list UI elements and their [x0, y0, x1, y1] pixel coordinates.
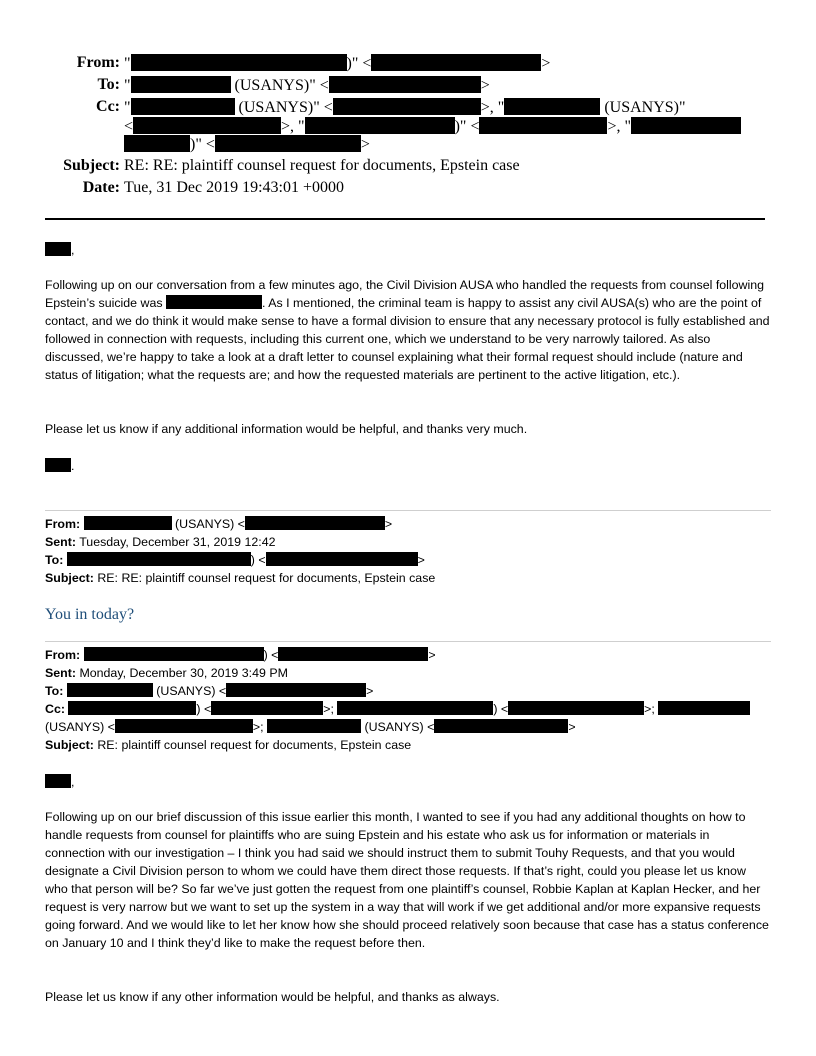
message2-body: You in today?: [45, 606, 135, 623]
to-value: " (USANYS)" < >: [124, 77, 490, 94]
message3-paragraph2: Please let us know if any other information would be helpful, and thanks as always.: [45, 990, 500, 1004]
redaction: [211, 701, 323, 715]
message2-divider: [45, 510, 771, 511]
date-label: Date:: [82, 179, 120, 196]
redaction: [508, 701, 644, 715]
signature: .: [45, 457, 74, 475]
redaction: [68, 701, 196, 715]
from-label: From:: [76, 54, 120, 71]
redaction: [504, 98, 600, 115]
redaction: [131, 54, 347, 71]
cc-value-line1: " (USANYS)" < >, " (USANYS)": [124, 99, 686, 116]
greeting: ,: [45, 241, 74, 259]
redaction: [278, 647, 428, 661]
subject-label: Subject:: [63, 157, 120, 174]
redaction: [658, 701, 750, 715]
redaction: [266, 552, 418, 566]
cc-label: Cc:: [96, 98, 120, 115]
redaction: [245, 516, 385, 530]
date-value: Tue, 31 Dec 2019 19:43:01 +0000: [124, 179, 344, 196]
usanys-text: (USANYS)": [234, 77, 316, 94]
redaction: [84, 516, 172, 530]
redaction: [84, 647, 264, 661]
redaction: [45, 774, 71, 788]
redaction: [67, 552, 251, 566]
redaction: [371, 54, 541, 71]
redaction: [434, 719, 568, 733]
message3-sent: Sent: Monday, December 30, 2019 3:49 PM: [45, 666, 288, 680]
redaction: [631, 117, 741, 134]
message1-paragraph2: Please let us know if any additional information would be helpful, and thanks very much.: [45, 422, 528, 436]
message3-from: From: ) < >: [45, 648, 436, 662]
redaction: [215, 135, 361, 152]
redaction: [337, 701, 493, 715]
message2-from: From: (USANYS) < >: [45, 517, 393, 531]
redaction: [131, 76, 231, 93]
from-value: " )" < >: [124, 55, 551, 72]
redaction: [329, 76, 481, 93]
message2-subject: Subject: RE: RE: plaintiff counsel request for documents, Epstein case: [45, 571, 436, 585]
redaction: [124, 135, 190, 152]
redaction: [479, 117, 607, 134]
redaction: [226, 683, 366, 697]
message1-body: [45, 276, 771, 384]
redaction: [115, 719, 253, 733]
redaction: [133, 117, 281, 134]
redaction: [333, 98, 481, 115]
message3-to: To: (USANYS) < >: [45, 684, 374, 698]
redaction: [131, 98, 235, 115]
redaction: [305, 117, 455, 134]
cc-value-line2: < >, " )" < >, ": [124, 117, 741, 136]
redaction: [67, 683, 153, 697]
redaction: [45, 458, 71, 472]
message3-cc-line2: (USANYS) < >; (USANYS) < >: [45, 720, 576, 734]
usanys-text: (USANYS)": [238, 99, 320, 116]
redaction: [45, 242, 71, 256]
message1-paragraph1: Following up on our conversation from a few minutes ago, the Civil Division AUSA who handled the requests from counsel following Epstein’s suicide was . As I mentioned, the criminal team is happy to assist any civil AUSA(s) who are the point of contact, and we do think it would make sense to have a formal division to ensure that any necessary protocol is fully established and followed in connection with requests, including this current one, which we understand to be very narrowly tailored. As also discussed, we’re happy to take a look at a draft letter to counsel explaining what their formal request should include (nature and status of litigation; what the requests are; and how the requested materials are pertinent to the active litigation, etc.).: [45, 278, 770, 382]
message3-cc-line1: Cc: ) < >; ) < >;: [45, 700, 750, 718]
subject-value: RE: RE: plaintiff counsel request for documents, Epstein case: [124, 157, 520, 174]
to-label: To:: [97, 76, 120, 93]
redaction: [267, 719, 361, 733]
message2-sent: Sent: Tuesday, December 31, 2019 12:42: [45, 535, 276, 549]
message3-greeting: ,: [45, 773, 74, 791]
message3-paragraph1: Following up on our brief discussion of this issue earlier this month, I wanted to see if you had any additional thoughts on how to handle requests from counsel for plaintiffs who are suing Epstein and his estate who ask us for information or materials in connection with our investigation – I think you had said we should instruct them to submit Touhy Requests, and that you would designate a Civil Division person to whom we could have them direct those requests. If that’s right, could you please let us know who that person will be? So far we’ve just gotten the request from one plaintiff’s counsel, Robbie Kaplan at Kaplan Hecker, and her request is very narrow but we want to set up the system in a way that will work if we get additional and/or more expansive requests going forward. And we would like to let her know how she should proceed relatively soon because that case has a status conference on January 10 and I think they’d like to make the request before then.: [45, 810, 769, 950]
message3-divider: [45, 641, 771, 642]
cc-value-line3: )" < >: [124, 135, 370, 154]
message3-subject: Subject: RE: plaintiff counsel request for documents, Epstein case: [45, 738, 412, 752]
redaction: [166, 295, 262, 309]
header-divider: [45, 218, 765, 220]
message2-to: To: ) < >: [45, 553, 425, 567]
usanys-text: (USANYS)": [604, 99, 686, 116]
